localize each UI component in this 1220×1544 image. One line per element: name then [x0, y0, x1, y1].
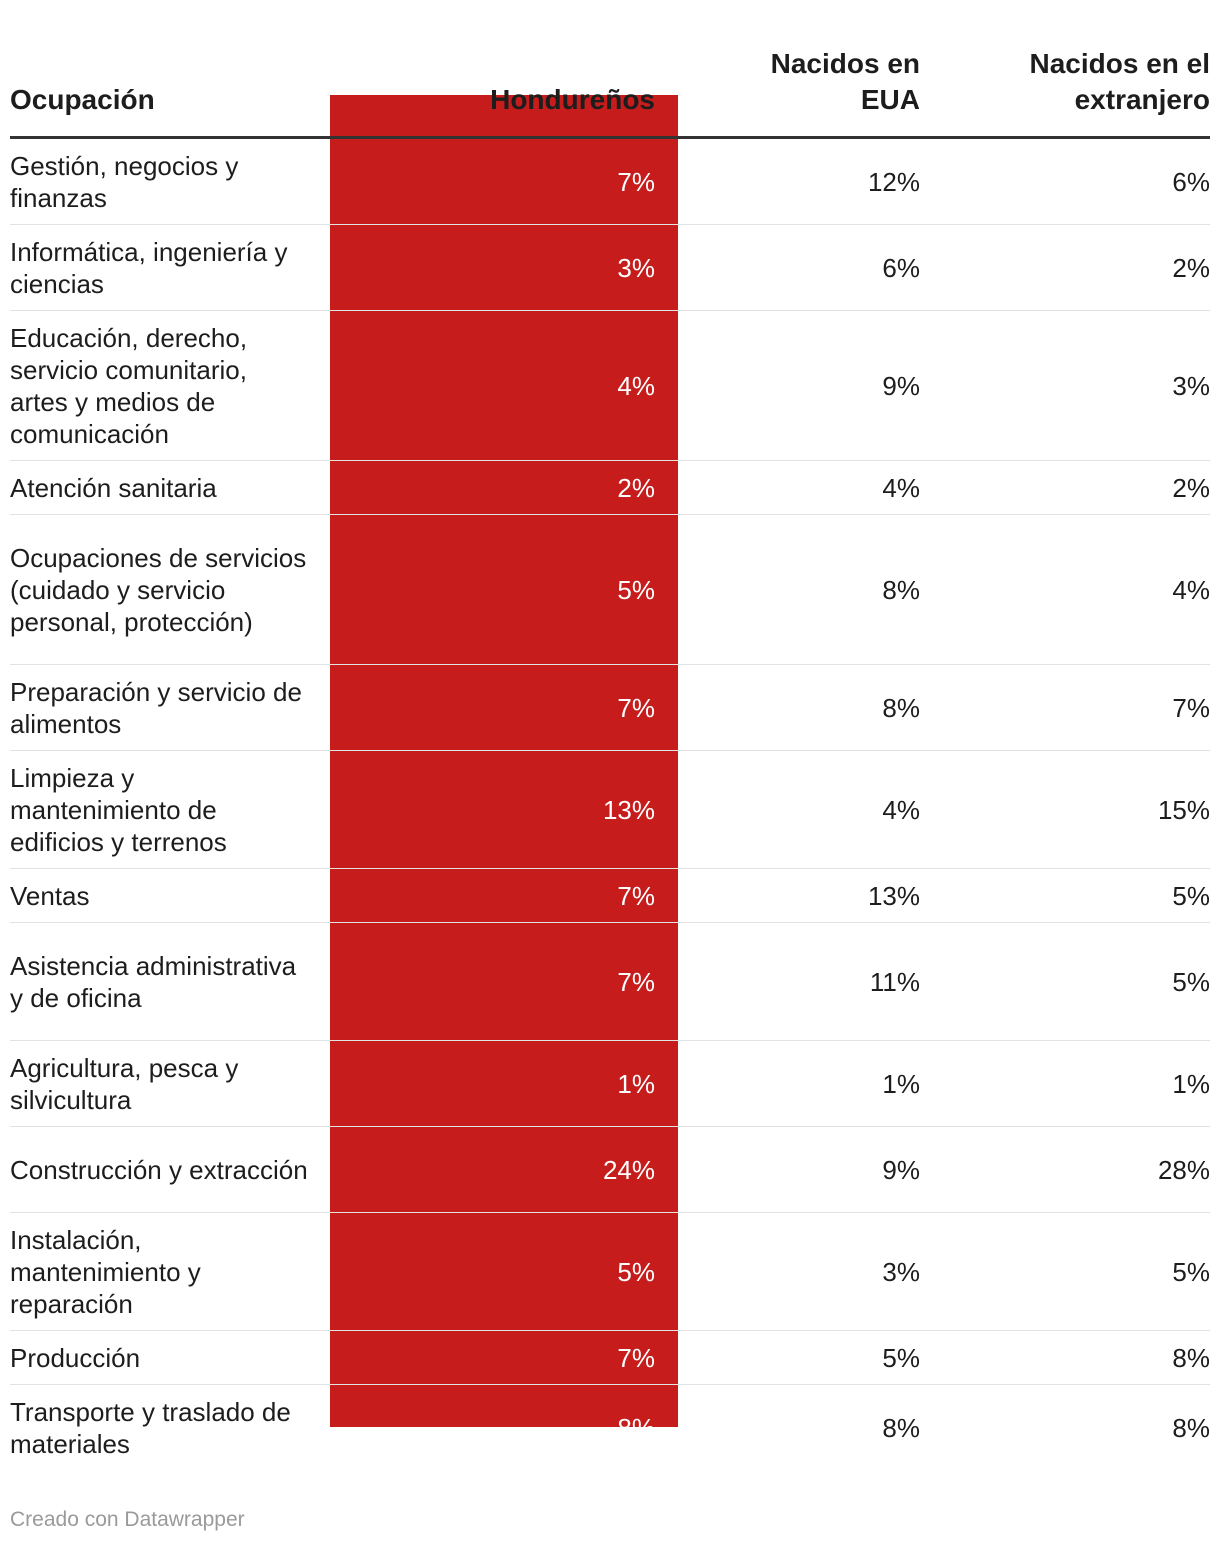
data-table — [10, 44, 1210, 1471]
table-row — [10, 923, 1210, 1041]
table-row — [10, 1213, 1210, 1331]
cell-ocupacion: Atención sanitaria — [10, 472, 217, 503]
cell-ocupacion: Preparación y servicio de alimentos — [10, 676, 302, 739]
cell-nacidos-extranjero: 28% — [1157, 1154, 1210, 1185]
table-body — [10, 139, 1210, 1471]
table-row — [10, 751, 1210, 869]
cell-hondurenos: 2% — [617, 472, 655, 503]
cell-nacidos-eua: 12% — [867, 166, 920, 197]
cell-hondurenos: 13% — [602, 794, 655, 825]
table-row — [10, 869, 1210, 923]
cell-nacidos-eua: 3% — [882, 1256, 920, 1287]
cell-ocupacion: Informática, ingeniería y ciencias — [10, 236, 288, 299]
footer-credit: Creado con Datawrapper — [10, 1508, 245, 1531]
cell-nacidos-eua: 13% — [867, 880, 920, 911]
header-hondurenos: Hondureños — [490, 84, 655, 115]
cell-ocupacion: Instalación, mantenimiento y reparación — [10, 1224, 201, 1319]
cell-nacidos-extranjero: 8% — [1172, 1413, 1210, 1443]
cell-nacidos-extranjero: 2% — [1172, 252, 1210, 283]
cell-nacidos-extranjero: 7% — [1172, 692, 1210, 723]
cell-hondurenos: 8% — [617, 1413, 655, 1443]
table-row — [10, 461, 1210, 515]
cell-nacidos-eua: 6% — [882, 252, 920, 283]
cell-nacidos-eua: 1% — [882, 1068, 920, 1099]
cell-nacidos-extranjero: 15% — [1157, 794, 1210, 825]
cell-nacidos-eua: 9% — [882, 1154, 920, 1185]
cell-nacidos-extranjero: 5% — [1172, 1256, 1210, 1287]
table-row — [10, 515, 1210, 665]
cell-nacidos-eua: 4% — [882, 794, 920, 825]
cell-hondurenos: 5% — [617, 574, 655, 605]
table-row — [10, 1041, 1210, 1127]
cell-nacidos-extranjero: 5% — [1172, 880, 1210, 911]
cell-nacidos-extranjero: 6% — [1172, 166, 1210, 197]
cell-hondurenos: 7% — [617, 692, 655, 723]
cell-nacidos-eua: 8% — [882, 574, 920, 605]
cell-nacidos-extranjero: 5% — [1172, 966, 1210, 997]
cell-ocupacion: Ocupaciones de servicios (cuidado y servicio personal, protección) — [10, 542, 307, 637]
cell-nacidos-extranjero: 2% — [1172, 472, 1210, 503]
table-header — [10, 44, 1210, 139]
cell-nacidos-eua: 11% — [869, 966, 920, 997]
cell-ocupacion: Agricultura, pesca y silvicultura — [10, 1052, 239, 1115]
cell-ocupacion: Transporte y traslado de materiales — [10, 1397, 291, 1459]
cell-ocupacion: Ventas — [10, 880, 90, 911]
cell-nacidos-eua: 4% — [882, 472, 920, 503]
cell-ocupacion: Producción — [10, 1342, 141, 1373]
table-row — [10, 1385, 1210, 1471]
cell-hondurenos: 3% — [617, 252, 655, 283]
cell-nacidos-eua: 8% — [882, 1413, 920, 1443]
header-nacidos-extranjero: Nacidos en el extranjero — [1029, 48, 1210, 115]
table-row — [10, 225, 1210, 311]
header-ocupacion: Ocupación — [10, 84, 155, 115]
cell-ocupacion: Construcción y extracción — [10, 1154, 308, 1185]
table-row — [10, 1331, 1210, 1385]
cell-nacidos-extranjero: 1% — [1172, 1068, 1210, 1099]
table-row — [10, 1127, 1210, 1213]
cell-hondurenos: 4% — [617, 370, 655, 401]
cell-hondurenos: 7% — [617, 166, 655, 197]
cell-hondurenos: 7% — [617, 880, 655, 911]
header-nacidos-eua: Nacidos en EUA — [770, 48, 920, 115]
cell-hondurenos: 7% — [617, 1342, 655, 1373]
cell-nacidos-extranjero: 4% — [1172, 574, 1210, 605]
cell-hondurenos: 1% — [617, 1068, 655, 1099]
cell-hondurenos: 7% — [617, 966, 655, 997]
cell-hondurenos: 24% — [602, 1154, 655, 1185]
cell-hondurenos: 5% — [617, 1256, 655, 1287]
table-row — [10, 311, 1210, 461]
cell-ocupacion: Educación, derecho, servicio comunitario, artes y medios de comunicación — [10, 322, 248, 449]
cell-ocupacion: Limpieza y mantenimiento de edificios y terrenos — [10, 762, 227, 857]
table-row — [10, 139, 1210, 225]
cell-nacidos-eua: 5% — [882, 1342, 920, 1373]
cell-nacidos-eua: 8% — [882, 692, 920, 723]
cell-ocupacion: Gestión, negocios y finanzas — [10, 150, 239, 213]
table-row — [10, 665, 1210, 751]
cell-ocupacion: Asistencia administrativa y de oficina — [10, 950, 297, 1013]
cell-nacidos-extranjero: 3% — [1172, 370, 1210, 401]
cell-nacidos-eua: 9% — [882, 370, 920, 401]
cell-nacidos-extranjero: 8% — [1172, 1342, 1210, 1373]
